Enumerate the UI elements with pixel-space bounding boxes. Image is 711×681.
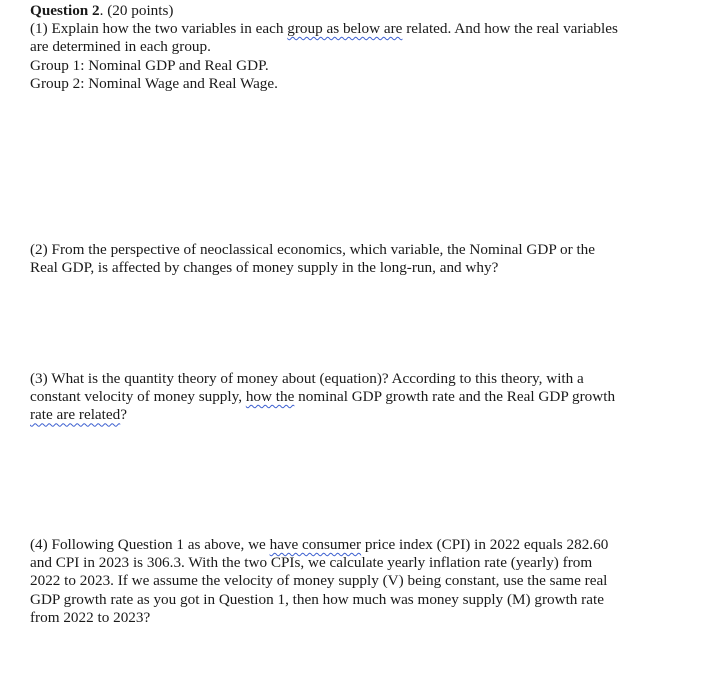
part3-line-3 [30, 406, 680, 424]
part4-line-5: from 2022 to 2023? [30, 608, 151, 626]
part3-line-1: (3) What is the quantity theory of money about (equation)? According to this theory, with a [30, 370, 584, 387]
part3-text: nominal GDP growth rate and the Real GDP growth [294, 388, 616, 406]
part4-text: price index (CPI) in 2022 equals 282.60 [361, 536, 609, 553]
question-part-2 [30, 241, 680, 277]
part3-text: constant velocity of money supply, [30, 388, 246, 406]
part4-line-4: GDP growth rate as you got in Question 1, then how much was money supply (M) growth rate [30, 590, 604, 608]
part3-text: ? [120, 406, 127, 424]
part2-line-2: Real GDP, is affected by changes of money supply in the long-run, and why? [30, 259, 499, 277]
part4-line-2: and CPI in 2023 is 306.3. With the two CPIs, we calculate yearly inflation rate (yearly) from [30, 554, 593, 572]
question-part-3 [30, 370, 680, 425]
grammar-flag[interactable]: group as below are [287, 20, 403, 38]
part1-line-1 [30, 20, 680, 38]
part2-line-1: (2) From the perspective of neoclassical economics, which variable, the Nominal GDP or the [30, 241, 595, 258]
part1-line-2: are determined in each group. [30, 38, 211, 56]
part1-text: (1) Explain how the two variables in each [30, 20, 288, 38]
part4-line-3: 2022 to 2023. If we assume the velocity of money supply (V) being constant, use the same real [30, 572, 608, 590]
part3-line-2 [30, 388, 680, 406]
question-points: . (20 points) [99, 2, 174, 19]
grammar-flag[interactable]: rate are related [30, 406, 121, 424]
question-part-4 [30, 536, 680, 627]
group-2-line: Group 2: Nominal Wage and Real Wage. [30, 74, 278, 92]
grammar-flag[interactable]: have consumer [269, 536, 362, 553]
group-1-line: Group 1: Nominal GDP and Real GDP. [30, 56, 269, 74]
grammar-flag[interactable]: how the [245, 388, 295, 406]
part4-text: (4) Following Question 1 as above, we [30, 536, 270, 553]
part4-line-1 [30, 536, 680, 554]
question-part-1 [30, 2, 680, 93]
part1-text: related. And how the real variables [402, 20, 618, 38]
question-title: Question 2 [30, 2, 100, 19]
question-heading [30, 2, 680, 20]
